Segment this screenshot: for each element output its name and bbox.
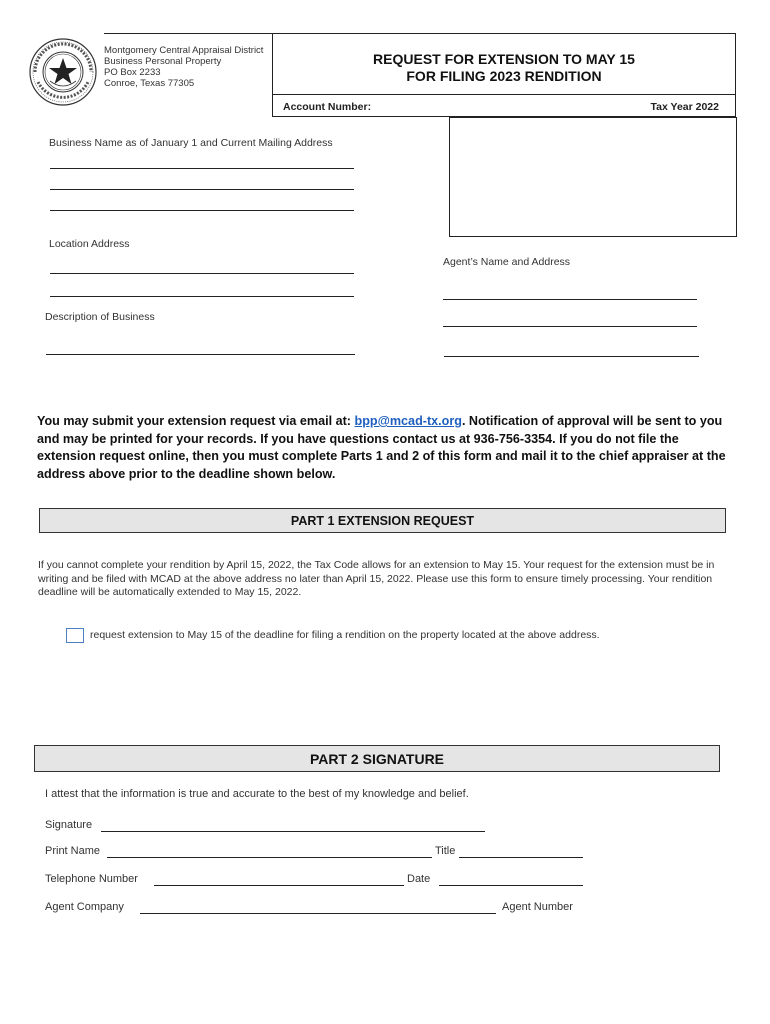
header-rule: [104, 33, 272, 34]
print-name-label: Print Name: [45, 845, 101, 857]
email-link[interactable]: bpp@mcad-tx.org: [354, 414, 462, 428]
date-label: Date: [407, 873, 431, 885]
attestation-text: I attest that the information is true and accurate to the best of my knowledge and belief.: [45, 788, 469, 800]
agent-line-1[interactable]: [443, 299, 697, 300]
notice-text-after: . Notification of approval will be sent to you and may be printed for your records. If you have questions contact us at 936-756-3354. If you do not file the extension request online, then you must complete Parts 1 and 2 of this form and mail it to the chief appraiser at the address above prior to the deadline shown below.: [37, 414, 726, 481]
telephone-label: Telephone Number: [45, 873, 138, 885]
print-name-line[interactable]: [107, 857, 432, 858]
part1-paragraph: If you cannot complete your rendition by April 15, 2022, the Tax Code allows for an extension to May 15. Your request for the extension must be in writing and be filed with MCAD at the above address no later than April 15, 2022. Please use this form to ensure timely processing. Your rendition deadline will be automatically extended to May 15, 2022.: [38, 559, 715, 598]
agent-line-2[interactable]: [443, 326, 697, 327]
location-address-line-1[interactable]: [50, 273, 354, 274]
agent-name-label: Agent’s Name and Address: [443, 256, 571, 268]
business-name-line-3[interactable]: [50, 210, 354, 211]
notice-text-before: You may submit your extension request via email at:: [37, 414, 355, 428]
organization-address: [104, 45, 263, 89]
part2-heading: PART 2 SIGNATURE: [34, 745, 720, 772]
form-title: [273, 51, 735, 85]
agent-company-label: Agent Company: [45, 901, 124, 913]
title-line[interactable]: [459, 857, 583, 858]
extension-request-label: request extension to May 15 of the deadline for filing a rendition on the property located at the above address.: [90, 629, 600, 641]
org-name: Montgomery Central Appraisal District: [104, 45, 264, 56]
form-title-line1: REQUEST FOR EXTENSION TO MAY 15: [373, 51, 635, 67]
agent-company-line[interactable]: [140, 913, 496, 914]
account-number-label: Account Number:: [283, 101, 372, 113]
extension-request-checkbox[interactable]: [66, 628, 84, 643]
business-name-line-1[interactable]: [50, 168, 354, 169]
location-address-label: Location Address: [49, 238, 130, 250]
tax-year: Tax Year 2022: [650, 101, 719, 113]
telephone-line[interactable]: [154, 885, 404, 886]
business-name-label: Business Name as of January 1 and Current Mailing Address: [49, 137, 333, 149]
description-label: Description of Business: [45, 311, 155, 323]
title-box: [272, 33, 736, 117]
org-department: Business Personal Property: [104, 56, 222, 67]
account-row: [273, 94, 735, 118]
form-title-line2: FOR FILING 2023 RENDITION: [406, 68, 602, 84]
agent-number-label: Agent Number: [502, 901, 573, 913]
district-seal-logo: [28, 37, 98, 107]
signature-label: Signature: [45, 819, 93, 831]
date-line[interactable]: [439, 885, 583, 886]
signature-line[interactable]: [101, 831, 485, 832]
title-label: Title: [435, 845, 456, 857]
submission-notice: [37, 413, 729, 483]
business-name-line-2[interactable]: [50, 189, 354, 190]
location-address-line-2[interactable]: [50, 296, 354, 297]
agent-address-box[interactable]: [449, 117, 737, 237]
org-po-box: PO Box 2233: [104, 67, 161, 78]
org-city: Conroe, Texas 77305: [104, 78, 195, 89]
part1-heading: PART 1 EXTENSION REQUEST: [39, 508, 726, 533]
description-line[interactable]: [46, 354, 355, 355]
agent-line-3[interactable]: [444, 356, 699, 357]
